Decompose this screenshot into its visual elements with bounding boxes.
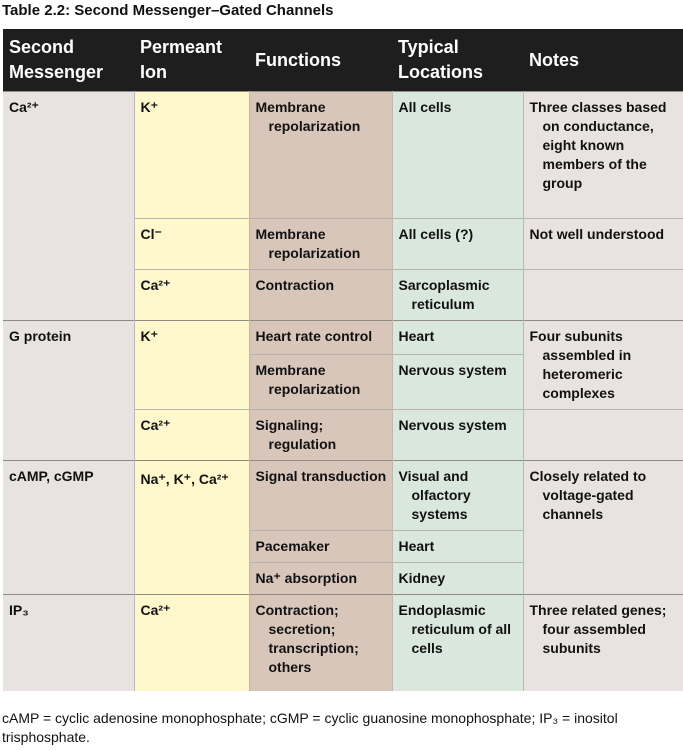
function-cell bbox=[249, 595, 392, 692]
function-text: Contraction; secretion; transcription; others bbox=[255, 602, 359, 675]
permeant-ion-cell: K⁺ bbox=[134, 321, 249, 410]
function-cell bbox=[249, 355, 392, 410]
location-cell bbox=[392, 92, 523, 219]
function-cell bbox=[249, 270, 392, 321]
note-cell bbox=[523, 270, 683, 321]
header-second-messenger: Second Messenger bbox=[3, 29, 134, 92]
permeant-ion-cell: Ca²⁺ bbox=[134, 595, 249, 692]
note-text: Four subunits assembled in heteromeric complexes bbox=[529, 328, 632, 401]
location-cell bbox=[392, 219, 523, 270]
second-messenger-cell: cAMP, cGMP bbox=[3, 461, 134, 595]
location-cell bbox=[392, 595, 523, 692]
location-cell bbox=[392, 531, 523, 563]
note-cell bbox=[523, 92, 683, 219]
location-text: Kidney bbox=[398, 570, 446, 586]
note-text: Three related genes; four assembled subunits bbox=[529, 602, 667, 656]
second-messenger-cell: G protein bbox=[3, 321, 134, 461]
table-title: Table 2.2: Second Messenger–Gated Channels bbox=[2, 2, 334, 19]
function-text: Signaling; regulation bbox=[255, 417, 337, 452]
function-text: Signal transduction bbox=[255, 468, 387, 484]
note-cell bbox=[523, 219, 683, 270]
function-cell bbox=[249, 410, 392, 461]
location-text: Nervous system bbox=[398, 362, 507, 379]
location-cell bbox=[392, 355, 523, 410]
header-notes: Notes bbox=[523, 29, 683, 92]
function-text: Heart rate control bbox=[255, 328, 373, 344]
location-cell bbox=[392, 270, 523, 321]
function-cell bbox=[249, 219, 392, 270]
function-cell bbox=[249, 92, 392, 219]
function-text: Pacemaker bbox=[255, 538, 330, 554]
function-cell bbox=[249, 531, 392, 563]
note-text: Not well understood bbox=[529, 226, 665, 242]
location-cell bbox=[392, 410, 523, 461]
permeant-ion-cell: Ca²⁺ bbox=[134, 270, 249, 321]
location-text: All cells bbox=[398, 99, 452, 115]
permeant-ion-cell: Na⁺, K⁺, Ca²⁺ bbox=[134, 461, 249, 595]
location-text: Heart bbox=[398, 538, 435, 554]
table-footnote: cAMP = cyclic adenosine monophosphate; cGMP = cyclic guanosine monophosphate; IP₃ = inositol trisphosphate. bbox=[2, 710, 618, 745]
table-row bbox=[3, 461, 683, 531]
function-cell bbox=[249, 321, 392, 355]
function-text: Contraction bbox=[255, 277, 335, 293]
header-permeant-ion: Permeant Ion bbox=[134, 29, 249, 92]
note-text: Three classes based on conductance, eight known members of the group bbox=[529, 99, 667, 191]
note-cell bbox=[523, 595, 683, 692]
location-text: Nervous system bbox=[398, 417, 507, 433]
header-typical-locations: Typical Locations bbox=[392, 29, 523, 92]
table-row bbox=[3, 595, 683, 692]
permeant-ion-cell: K⁺ bbox=[134, 92, 249, 219]
second-messenger-cell: Ca²⁺ bbox=[3, 92, 134, 321]
location-text: Sarcoplasmic reticulum bbox=[398, 277, 490, 312]
location-text: Endoplasmic reticulum of all cells bbox=[398, 602, 512, 656]
header-functions: Functions bbox=[249, 29, 392, 92]
location-cell bbox=[392, 321, 523, 355]
function-cell bbox=[249, 461, 392, 531]
table-row bbox=[3, 321, 683, 355]
location-text: Heart bbox=[398, 328, 435, 344]
location-text: Visual and olfactory systems bbox=[398, 468, 471, 522]
table-row bbox=[3, 92, 683, 219]
function-text: Membrane repolarization bbox=[255, 362, 361, 398]
note-cell bbox=[523, 410, 683, 461]
note-cell bbox=[523, 321, 683, 410]
permeant-ion-cell: Ca²⁺ bbox=[134, 410, 249, 461]
permeant-ion-cell: Cl⁻ bbox=[134, 219, 249, 270]
location-cell bbox=[392, 563, 523, 595]
second-messenger-table bbox=[3, 29, 683, 691]
location-cell bbox=[392, 461, 523, 531]
second-messenger-cell: IP₃ bbox=[3, 595, 134, 692]
function-text: Membrane repolarization bbox=[255, 99, 361, 134]
note-cell bbox=[523, 461, 683, 595]
function-text: Na⁺ absorption bbox=[255, 570, 358, 586]
note-text: Closely related to voltage-gated channels bbox=[529, 468, 647, 522]
location-text: All cells (?) bbox=[398, 226, 474, 242]
function-text: Membrane repolarization bbox=[255, 226, 361, 261]
function-cell bbox=[249, 563, 392, 595]
header-row bbox=[3, 29, 683, 92]
